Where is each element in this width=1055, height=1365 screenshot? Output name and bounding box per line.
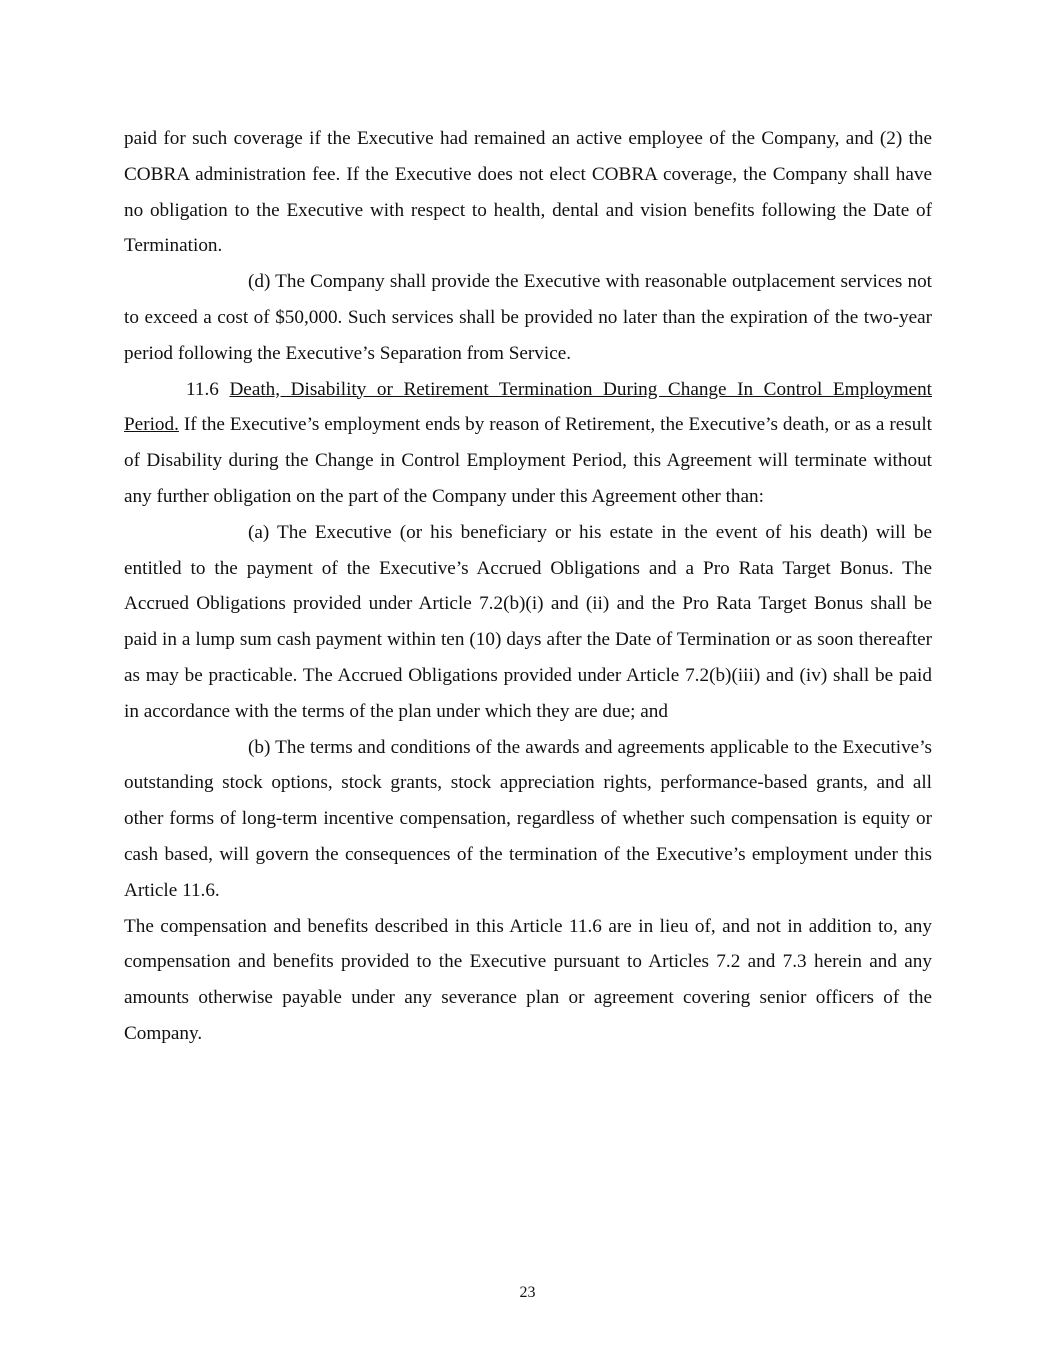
document-page: [124, 121, 932, 1052]
page-number: 23: [519, 1284, 536, 1301]
section-number: 11.6: [186, 378, 230, 400]
section-heading: Death, Disability or Retirement Termination During Change In Control Employment Period.: [124, 378, 932, 436]
paragraph-cobra-continuation: paid for such coverage if the Executive had remained an active employee of the Company, and (2) the COBRA administration fee. If the Executive does not elect COBRA coverage, the Company shall have no obligation to the Executive with respect to health, dental and vision benefits following the Date of Termination.: [124, 128, 932, 257]
paragraph-accrued-obligations-a: (a) The Executive (or his beneficiary or his estate in the event of his death) will be entitled to the payment of the Executive’s Accrued Obligations and a Pro Rata Target Bonus. The Accrued Obligations provided under Article 7.2(b)(i) and (ii) and the Pro Rata Target Bonus shall be paid in a lump sum cash payment within ten (10) days after the Date of Termination or as soon thereafter as may be practicable. The Accrued Obligations provided under Article 7.2(b)(iii) and (iv) shall be paid in accordance with the terms of the plan under which they are due; and: [124, 521, 932, 722]
paragraph-outplacement-d: (d) The Company shall provide the Executive with reasonable outplacement services not to exceed a cost of $50,000. Such services shall be provided no later than the expiration of the two-year period following the Executive’s Separation from Service.: [124, 271, 932, 364]
paragraph-awards-b: (b) The terms and conditions of the awards and agreements applicable to the Executive’s outstanding stock options, stock grants, stock appreciation rights, performance-based grants, and all other forms of long-term incentive compensation, regardless of whether such compensation is equity or cash based, will govern the consequences of the termination of the Executive’s employment under this Article 11.6.: [124, 736, 932, 901]
section-body: If the Executive’s employment ends by reason of Retirement, the Executive’s death, or as a result of Disability during the Change in Control Employment Period, this Agreement will terminate without any further obligation on the part of the Company under this Agreement other than:: [124, 414, 932, 507]
section-11-6: [124, 372, 932, 515]
paragraph-closing: The compensation and benefits described in this Article 11.6 are in lieu of, and not in addition to, any compensation and benefits provided to the Executive pursuant to Articles 7.2 and 7.3 herein and any amounts otherwise payable under any severance plan or agreement covering senior officers of the Company.: [124, 915, 932, 1044]
